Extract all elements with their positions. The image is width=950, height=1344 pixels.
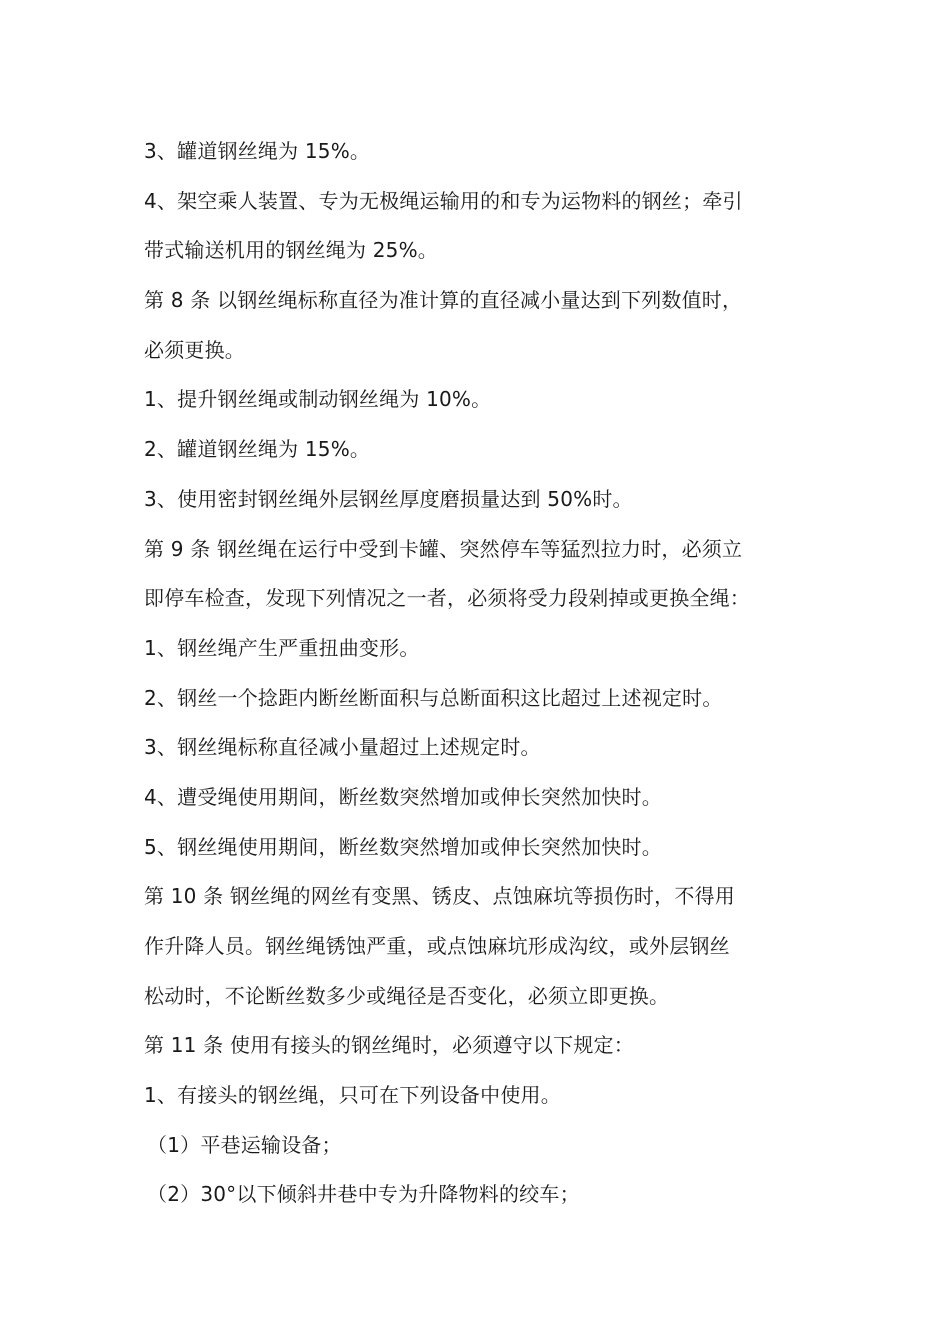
text-line: 5、钢丝绳使用期间，断丝数突然增加或伸长突然加快时。 — [144, 834, 662, 859]
text-line: 即停车检查，发现下列情况之一者，必须将受力段剁掉或更换全绳： — [144, 586, 750, 611]
text-line: 1、提升钢丝绳或制动钢丝绳为 10%。 — [144, 387, 492, 412]
sub-item-line: （1）平巷运输设备； — [147, 1132, 342, 1157]
sub-item-line: （2）30°以下倾斜井巷中专为升降物料的绞车； — [147, 1182, 580, 1207]
text-line: 4、架空乘人装置、专为无极绳运输用的和专为运物料的钢丝；牵引 — [144, 188, 743, 213]
text-line: 松动时，不论断丝数多少或绳径是否变化，必须立即更换。 — [144, 983, 670, 1008]
text-line: 2、罐道钢丝绳为 15%。 — [144, 437, 371, 462]
text-line: 必须更换。 — [144, 337, 245, 362]
text-line: 作升降人员。钢丝绳锈蚀严重，或点蚀麻坑形成沟纹，或外层钢丝 — [144, 934, 730, 958]
text-line: 带式输送机用的钢丝绳为 25%。 — [144, 238, 439, 263]
text-line: 1、钢丝绳产生严重扭曲变形。 — [144, 635, 420, 660]
article-9-heading: 第 9 条 钢丝绳在运行中受到卡罐、突然停车等猛烈拉力时，必须立 — [144, 536, 743, 561]
text-line: 4、遭受绳使用期间，断丝数突然增加或伸长突然加快时。 — [144, 784, 662, 809]
text-line: 3、使用密封钢丝绳外层钢丝厚度磨损量达到 50%时。 — [144, 486, 633, 511]
document-body — [144, 127, 814, 1220]
text-line: 1、有接头的钢丝绳，只可在下列设备中使用。 — [144, 1083, 561, 1108]
article-10-heading: 第 10 条 钢丝绳的网丝有变黑、锈皮、点蚀麻坑等损伤时，不得用 — [144, 884, 735, 909]
text-line: 3、罐道钢丝绳为 15%。 — [144, 139, 371, 163]
text-line: 3、钢丝绳标称直径减小量超过上述规定时。 — [144, 735, 541, 760]
article-8-heading: 第 8 条 以钢丝绳标称直径为准计算的直径减小量达到下列数值时， — [144, 288, 743, 313]
article-11-heading: 第 11 条 使用有接头的钢丝绳时，必须遵守以下规定： — [144, 1033, 634, 1058]
text-line: 2、钢丝一个捻距内断丝断面积与总断面积这比超过上述视定时。 — [144, 685, 723, 710]
